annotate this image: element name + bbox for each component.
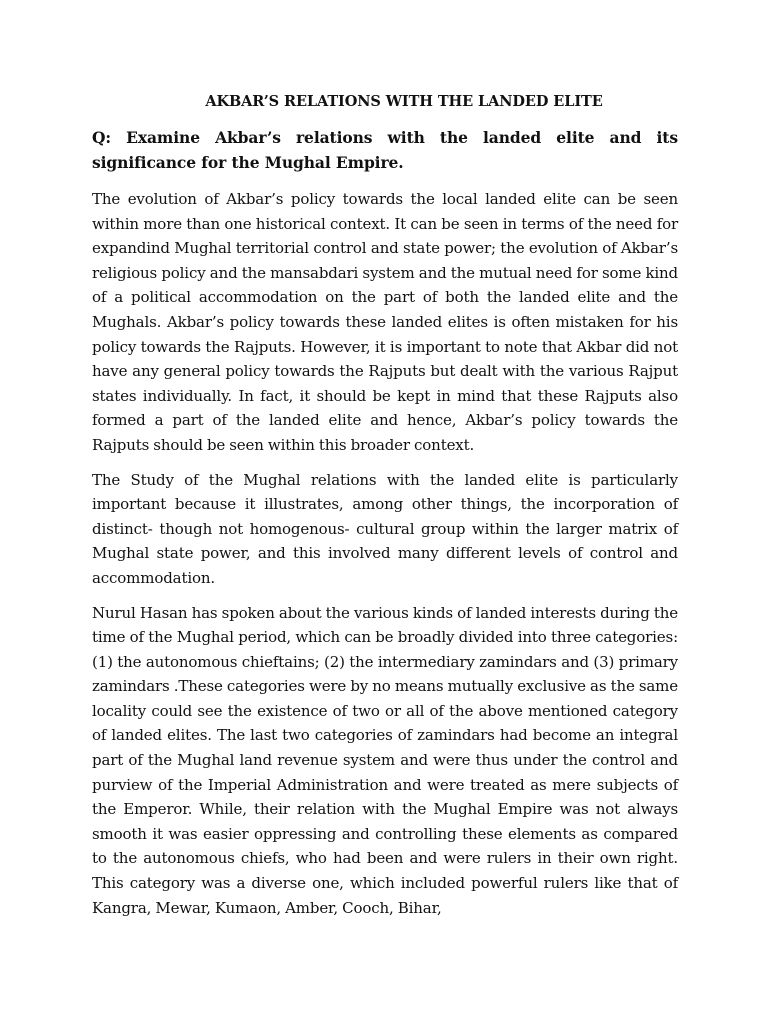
document-title: AKBAR’S RELATIONS WITH THE LANDED ELITE [205,93,603,110]
document-page [92,92,678,930]
paragraph-1: The evolution of Akbar’s policy towards the local landed elite can be seen within more than one historical context. It can be seen in terms of the need for expandind Mughal territorial control and state power; the evolution of Akbar’s religious policy and the mansabdari system and the mutual need for some kind of a political accommodation on the part of both the landed elite and the Mughals. Akbar’s policy towards these landed elites is often mistaken for his policy towards the Rajputs. However, it is important to note that Akbar did not have any general policy towards the Rajputs but dealt with the various Rajput states individually. In fact, it should be kept in mind that these Rajputs also formed a part of the landed elite and hence, Akbar’s policy towards the Rajputs should be seen within this broader context. [92,190,678,454]
paragraph-2: The Study of the Mughal relations with the landed elite is particularly important because it illustrates, among other things, the incorporation of distinct- though not homogenous- cultural group within the larger matrix of Mughal state power, and this involved many different levels of control and accommodation. [92,470,678,587]
paragraph-3: Nurul Hasan has spoken about the various kinds of landed interests during the time of the Mughal period, which can be broadly divided into three categories: (1) the autonomous chieftains; (2) the intermediary zamindars and (3) primary zamindars .These categories were by no means mutually exclusive as the same locality could see the existence of two or all of the above mentioned category of landed elites. The last two categories of zamindars had become an integral part of the Mughal land revenue system and were thus under the control and purview of the Imperial Administration and were treated as mere subjects of the Emperor. While, their relation with the Mughal Empire was not always smooth it was easier oppressing and controlling these elements as compared to the autonomous chiefs, who had been and were rulers in their own right. This category was a diverse one, which included powerful rulers like that of Kangra, Mewar, Kumaon, Amber, Cooch, Bihar, [92,603,678,917]
question-heading: Q: Examine Akbar’s relations with the landed elite and its significance for the Mughal Empire. [92,128,678,172]
